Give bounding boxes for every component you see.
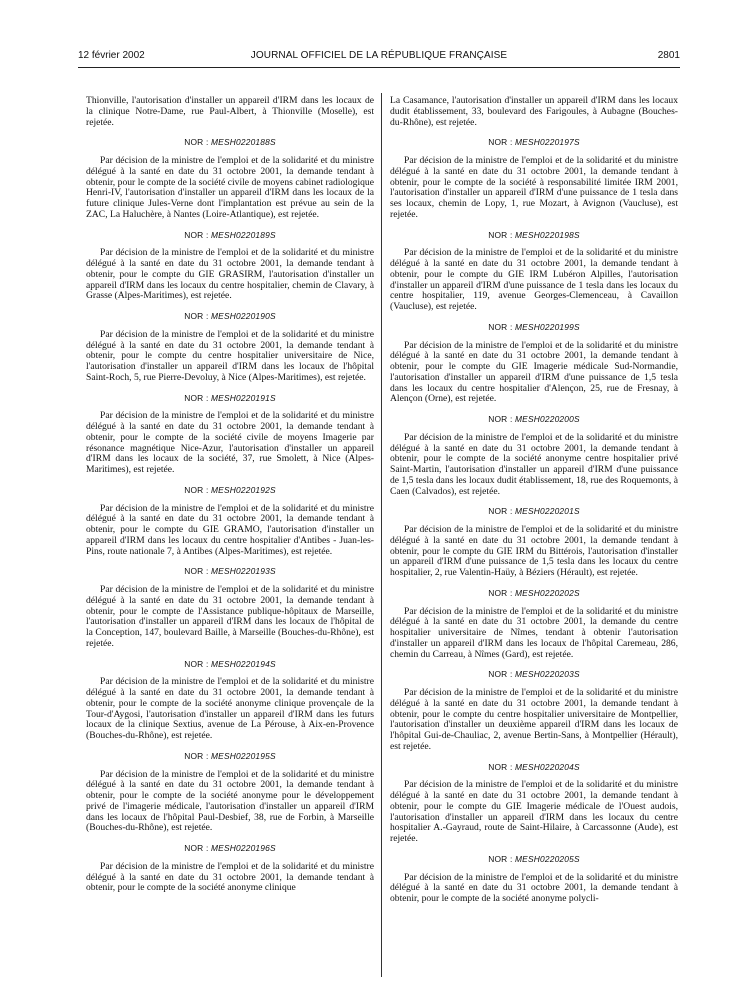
nor-label: NOR : [184, 566, 209, 577]
column-divider [381, 93, 382, 977]
nor-code: MESH0220197S [515, 137, 580, 148]
right-entries [390, 137, 678, 905]
nor-code: MESH0220195S [211, 750, 276, 761]
nor-reference [86, 751, 374, 762]
left-intro-paragraph: Thionville, l'autorisation d'installer un appareil d'IRM dans les locaux de la clinique Notre-Dame, rue Paul-Albert, à Thionville (Moselle), est rejetée. [86, 95, 374, 128]
nor-code: MESH0220192S [211, 484, 276, 495]
nor-reference [86, 566, 374, 577]
nor-reference [390, 588, 678, 599]
decision-paragraph: Par décision de la ministre de l'emploi et de la solidarité et du ministre délégué à la santé en date du 31 octobre 2001, la demande tendant à obtenir, pour le compte du GIE IRM Lubéron Alpilles, l'autorisation d'installer un appareil d'IRM d'une puissance de 1 tesla dans les locaux du centre hospitalier, 119, avenue Georges-Clemenceau, à Cavaillon (Vaucluse), est rejetée. [390, 247, 678, 312]
nor-label: NOR : [488, 587, 513, 598]
nor-reference [390, 322, 678, 333]
decision-paragraph: Par décision de la ministre de l'emploi et de la solidarité et du ministre délégué à la santé en date du 31 octobre 2001, la demande tendant à obtenir, pour le compte du centre hospitalier universitaire de Montpellier, l'autorisation d'installer un deuxième appareil d'IRM dans les locaux de l'hôpital Gui-de-Chauliac, 2, avenue Bertin-Sans, à Montpellier (Hérault), est rejetée. [390, 687, 678, 752]
nor-code: MESH0220202S [515, 587, 580, 598]
decision-paragraph: Par décision de la ministre de l'emploi et de la solidarité et du ministre délégué à la santé en date du 31 octobre 2001, la demande du centre hospitalier universitaire de Nîmes, tendant à obtenir l'autorisation d'installer un appareil d'IRM dans les locaux de l'hôpital Caremeau, 286, chemin du Carreau, à Nîmes (Gard), est rejetée. [390, 605, 678, 660]
decision-paragraph: Par décision de la ministre de l'emploi et de la solidarité et du ministre délégué à la santé en date du 31 octobre 2001, la demande tendant à obtenir, pour le compte du GIE Imagerie médicale de l'Ouest audois, l'autorisation d'installer un appareil d'IRM dans les locaux du centre hospitalier A.-Gayraud, route de Saint-Hilaire, à Carcassonne (Aude), est rejetée. [390, 779, 678, 844]
decision-paragraph: Par décision de la ministre de l'emploi et de la solidarité et du ministre délégué à la santé en date du 31 octobre 2001, la demande tendant à obtenir, pour le compte de l'Assistance publique-hôpitaux de Marseille, l'autorisation d'installer un appareil d'IRM dans les locaux de l'hôpital de la Conception, 147, boulevard Baille, à Marseille (Bouches-du-Rhône), est rejetée. [86, 584, 374, 649]
nor-code: MESH0220196S [211, 843, 276, 853]
nor-label: NOR : [488, 321, 513, 332]
nor-code: MESH0220188S [211, 137, 276, 148]
nor-code: MESH0220199S [515, 321, 580, 332]
nor-reference [390, 414, 678, 425]
decision-paragraph: Par décision de la ministre de l'emploi et de la solidarité et du ministre délégué à la santé en date du 31 octobre 2001, la demande tendant à obtenir, pour le compte de la société anonyme clinique [86, 860, 374, 894]
nor-reference [390, 762, 678, 773]
decision-paragraph: Par décision de la ministre de l'emploi et de la solidarité et du ministre délégué à la santé en date du 31 octobre 2001, la demande tendant à obtenir, pour le compte de la société anonyme pour le développement privé de l'imagerie médicale, l'autorisation d'installer un appareil d'IRM dans les locaux de l'hôpital Paul-Desbief, 38, rue de Forbin, à Marseille (Bouches-du-Rhône), est rejetée. [86, 768, 374, 834]
decision-paragraph: Par décision de la ministre de l'emploi et de la solidarité et du ministre délégué à la santé en date du 31 octobre 2001, la demande tendant à obtenir, pour le compte du centre hospitalier universitaire de Nice, l'autorisation d'installer un appareil d'IRM dans les locaux de l'hôpital Saint-Roch, 5, rue Pierre-Devoluy, à Nice (Alpes-Maritimes), est rejetée. [86, 328, 374, 383]
decision-paragraph: Par décision de la ministre de l'emploi et de la solidarité et du ministre délégué à la santé en date du 31 octobre 2001, la demande tendant à obtenir, pour le compte de la société anonyme polycli- [390, 871, 678, 904]
header-rule [78, 67, 680, 68]
nor-reference [86, 311, 374, 322]
right-column [390, 96, 678, 905]
nor-label: NOR : [184, 229, 209, 240]
header-page-number: 2801 [657, 50, 680, 61]
nor-label: NOR : [184, 311, 209, 321]
nor-reference [86, 137, 374, 148]
nor-reference [390, 854, 678, 865]
decision-paragraph: Par décision de la ministre de l'emploi et de la solidarité et du ministre délégué à la santé en date du 31 octobre 2001, la demande tendant à obtenir, pour le compte du GIE IRM du Bittérois, l'autorisation d'installer un appareil d'IRM d'une puissance de 1,5 tesla dans les locaux du centre hospitalier, 2, rue Valentin-Haüy, à Béziers (Hérault), est rejetée. [390, 524, 678, 578]
nor-reference [86, 485, 374, 496]
nor-label: NOR : [184, 658, 209, 669]
nor-label: NOR : [488, 137, 513, 148]
decision-paragraph: Par décision de la ministre de l'emploi et de la solidarité et du ministre délégué à la santé en date du 31 octobre 2001, la demande tendant à obtenir, pour le compte de la société anonyme centre hospitalier privé Saint-Martin, l'autorisation d'installer un appareil d'IRM d'une puissance de 1,5 tesla dans les locaux dudit établissement, 18, rue des Roquemonts, à Caen (Calvados), est rejetée. [390, 431, 678, 497]
header-title: JOURNAL OFFICIEL DE LA RÉPUBLIQUE FRANÇAISE [250, 50, 508, 61]
nor-label: NOR : [488, 761, 513, 772]
nor-code: MESH0220190S [211, 311, 276, 321]
decision-paragraph: Par décision de la ministre de l'emploi et de la solidarité et du ministre délégué à la santé en date du 31 octobre 2001, la demande tendant à obtenir, pour le compte du GIE GRASIRM, l'autorisation d'installer un appareil d'IRM dans les locaux du centre hospitalier, chemin de Clavary, à Grasse (Alpes-Maritimes), est rejetée. [86, 247, 374, 302]
nor-label: NOR : [488, 853, 513, 864]
nor-code: MESH0220200S [515, 414, 580, 424]
nor-reference [86, 230, 374, 241]
nor-label: NOR : [488, 229, 513, 240]
nor-code: MESH0220204S [515, 761, 580, 772]
nor-code: MESH0220205S [515, 853, 580, 864]
nor-reference [390, 506, 678, 517]
nor-code: MESH0220201S [515, 506, 580, 517]
decision-paragraph: Par décision de la ministre de l'emploi et de la solidarité et du ministre délégué à la santé en date du 31 octobre 2001, la demande tendant à obtenir, pour le compte de la société civile de moyens Imagerie par résonance magnétique Nice-Azur, l'autorisation d'installer un appareil d'IRM dans les locaux de la société, 37, rue Smolett, à Nice (Alpes-Maritimes), est rejetée. [86, 410, 374, 475]
nor-code: MESH0220193S [211, 566, 276, 577]
decision-paragraph: Par décision de la ministre de l'emploi et de la solidarité et du ministre délégué à la santé en date du 31 octobre 2001, la demande tendant à obtenir, pour le compte de la société civile de moyens cabinet radiologique Henri-IV, l'autorisation d'installer un appareil d'IRM dans les locaux de la future clinique Jules-Verne dont l'implantation est prévue au sein de la ZAC, La Haluchère, à Nantes (Loire-Atlantique), est rejetée. [86, 155, 374, 220]
right-intro-paragraph: La Casamance, l'autorisation d'installer un appareil d'IRM dans les locaux dudit établissement, 33, boulevard des Farigoules, à Aubagne (Bouches-du-Rhône), est rejetée. [390, 95, 678, 128]
nor-code: MESH0220203S [515, 669, 580, 680]
nor-label: NOR : [184, 484, 209, 495]
nor-code: MESH0220198S [515, 229, 580, 240]
nor-reference [86, 393, 374, 404]
page-header [78, 50, 680, 64]
nor-reference [86, 843, 374, 854]
nor-label: NOR : [184, 392, 209, 403]
decision-paragraph: Par décision de la ministre de l'emploi et de la solidarité et du ministre délégué à la santé en date du 31 octobre 2001, la demande tendant à obtenir, pour le compte de la société anonyme clinique provençale de la Tour-d'Aygosi, l'autorisation d'installer un appareil d'IRM dans les futurs locaux de la clinique Sextius, avenue de La Pérouse, à Aix-en-Provence (Bouches-du-Rhône), est rejetée. [86, 676, 374, 741]
nor-code: MESH0220191S [211, 392, 276, 403]
nor-code: MESH0220194S [211, 658, 276, 669]
left-entries [86, 137, 374, 894]
decision-paragraph: Par décision de la ministre de l'emploi et de la solidarité et du ministre délégué à la santé en date du 31 octobre 2001, la demande tendant à obtenir, pour le compte de la société à responsabilité limitée IRM 2001, l'autorisation d'installer un appareil d'IRM d'une puissance de 1 tesla dans ses locaux, chemin de Lopy, 1, rue Mozart, à Avignon (Vaucluse), est rejetée. [390, 155, 678, 220]
left-column [86, 96, 374, 894]
decision-paragraph: Par décision de la ministre de l'emploi et de la solidarité et du ministre délégué à la santé en date du 31 octobre 2001, la demande tendant à obtenir, pour le compte du GIE GRAMO, l'autorisation d'installer un appareil d'IRM dans les locaux du centre hospitalier d'Antibes - Juan-les-Pins, route nationale 7, à Antibes (Alpes-Maritimes), est rejetée. [86, 502, 374, 557]
nor-reference [390, 669, 678, 680]
nor-code: MESH0220189S [211, 229, 276, 240]
nor-reference [390, 230, 678, 241]
nor-reference [86, 659, 374, 670]
header-date: 12 février 2002 [78, 50, 145, 61]
nor-label: NOR : [488, 669, 513, 680]
nor-reference [390, 137, 678, 148]
nor-label: NOR : [184, 137, 209, 148]
nor-label: NOR : [488, 414, 513, 424]
decision-paragraph: Par décision de la ministre de l'emploi et de la solidarité et du ministre délégué à la santé en date du 31 octobre 2001, la demande tendant à obtenir, pour le compte du GIE Imagerie médicale Sud-Normandie, l'autorisation d'installer un appareil d'IRM d'une puissance de 1,5 tesla dans les locaux du centre hospitalier d'Alençon, 25, rue de Fresnay, à Alençon (Orne), est rejetée. [390, 339, 678, 405]
nor-label: NOR : [184, 843, 209, 853]
nor-label: NOR : [184, 750, 209, 761]
nor-label: NOR : [488, 506, 513, 517]
